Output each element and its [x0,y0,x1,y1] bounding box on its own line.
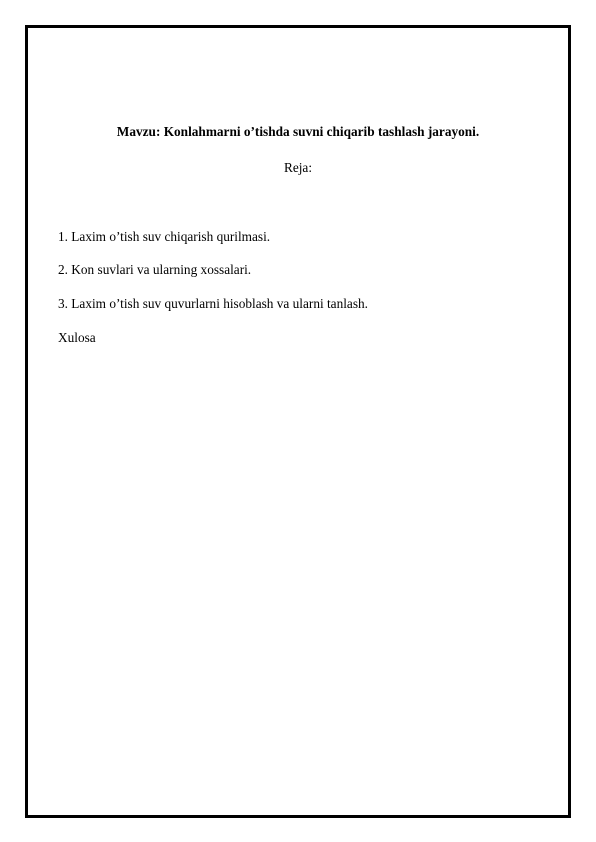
plan-item-2: 2. Kon suvlari va ularning xossalari. [58,262,252,277]
plan-item-conclusion: Xulosa [58,330,96,345]
plan-heading: Reja: [283,160,313,175]
plan-item-1: 1. Laxim o’tish suv chiqarish qurilmasi. [58,229,271,244]
page-border [25,25,571,818]
plan-item-3: 3. Laxim o’tish suv quvurlarni hisoblash va ularni tanlash. [58,296,368,311]
document-title: Mavzu: Konlahmarni o’tishda suvni chiqarib tashlash jarayoni. [116,124,480,139]
